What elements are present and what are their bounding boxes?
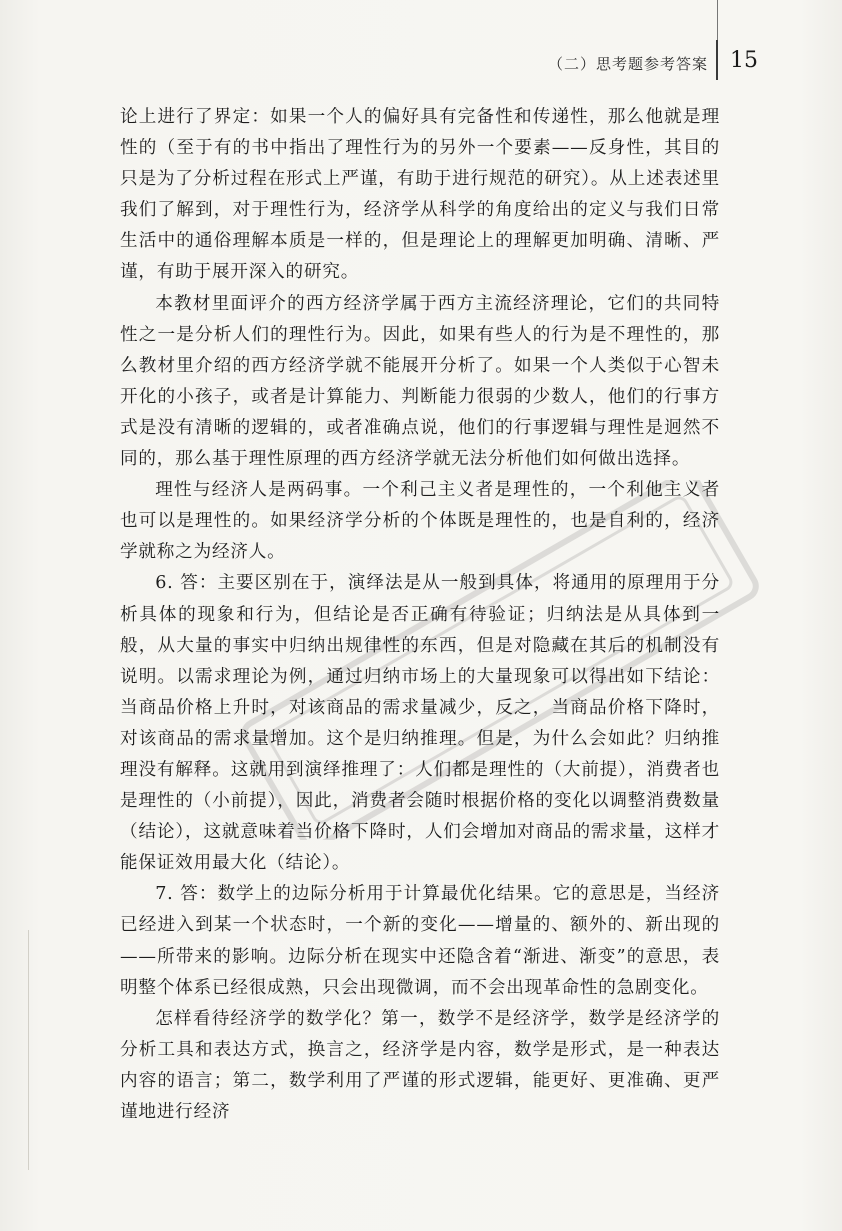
paragraph-answer-6: 6. 答：主要区别在于，演绎法是从一般到具体，将通用的原理用于分析具体的现象和行为，但结论是否正确有待验证；归纳法是从具体到一般，从大量的事实中归纳出规律性的东西，但是对隐藏在其后的机制没有说明。以需求理论为例，通过归纳市场上的大量现象可以得出如下结论：当商品价格上升时，对该商品的需求量减少，反之，当商品价格下降时，对该商品的需求量增加。这个是归纳推理。但是，为什么会如此？归纳推理没有解释。这就用到演绎推理了：人们都是理性的（大前提），消费者也是理性的（小前提），因此，消费者会随时根据价格的变化以调整消费数量（结论），这就意味着当价格下降时，人们会增加对商品的需求量，这样才能保证效用最大化（结论）。 [120, 573, 720, 874]
paragraph-economic-man: 理性与经济人是两码事。一个利己主义者是理性的，一个利他主义者也可以是理性的。如果经济学分析的个体既是理性的，也是自利的，经济学就称之为经济人。 [120, 480, 720, 563]
paragraph-rationality-definition: 论上进行了界定：如果一个人的偏好具有完备性和传递性，那么他就是理性的（至于有的书中指出了理性行为的另外一个要素——反身性，其目的只是为了分析过程在形式上严谨，有助于进行规范的研究）。从上述表述里我们了解到，对于理性行为，经济学从科学的角度给出的定义与我们日常生活中的通俗理解本质是一样的，但是理论上的理解更加明确、清晰、严谨，有助于展开深入的研究。 [120, 107, 720, 283]
paragraph-western-economics: 本教材里面评介的西方经济学属于西方主流经济理论，它们的共同特性之一是分析人们的理性行为。因此，如果有些人的行为是不理性的，那么教材里介绍的西方经济学就不能展开分析了。如果一个人类似于心智未开化的小孩子，或者是计算能力、判断能力很弱的少数人，他们的行事方式是没有清晰的逻辑的，或者准确点说，他们的行事逻辑与理性是迥然不同的，那么基于理性原理的西方经济学就无法分析他们如何做出选择。 [120, 293, 720, 470]
header-top-rule [717, 0, 718, 40]
paragraph-answer-7: 7. 答：数学上的边际分析用于计算最优化结果。它的意思是，当经济已经进入到某一个状态时，一个新的变化——增量的、额外的、新出现的——所带来的影响。边际分析在现实中还隐含着“渐进、渐变”的意思，表明整个体系已经很成熟，只会出现微调，而不会出现革命性的急剧变化。 [120, 884, 720, 998]
running-header [0, 40, 842, 80]
page-number: 15 [730, 48, 758, 73]
page-gutter-line [28, 930, 29, 1170]
section-title: （二）思考题参考答案 [547, 55, 708, 73]
main-text [120, 102, 720, 1128]
header-divider [716, 40, 718, 80]
paragraph-mathematization: 怎样看待经济学的数学化？第一，数学不是经济学，数学是经济学的分析工具和表达方式，换言之，经济学是内容，数学是形式，是一种表达内容的语言；第二，数学利用了严谨的形式逻辑，能更好、更准确、更严谨地进行经济 [120, 1008, 720, 1122]
